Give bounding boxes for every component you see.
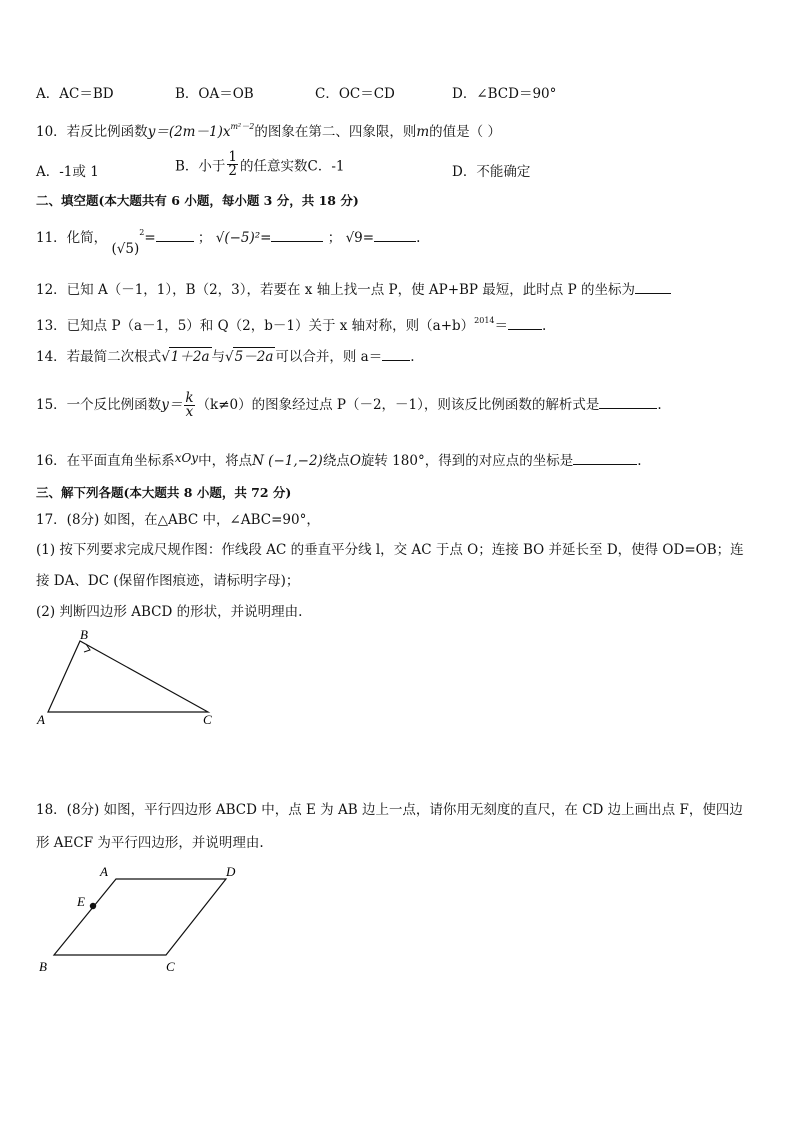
label-c: C: [203, 712, 212, 727]
right-angle-mark: [84, 644, 90, 652]
q9-option-d: D．∠BCD＝90°: [452, 86, 557, 102]
q13: 13．已知点 P（a－1，5）和 Q（2，b－1）关于 x 轴对称，则$(a+b)^{2014}=$ .: [36, 316, 547, 334]
q13-blank[interactable]: [508, 317, 542, 330]
q15-blank[interactable]: [599, 396, 657, 409]
q18-line-2: 形 AECF 为平行四边形，并说明理由.: [36, 835, 264, 851]
q9-option-a: A．AC＝BD: [36, 86, 114, 102]
q18-line-1: 18．(8分) 如图，平行四边形 ABCD 中，点 E 为 AB 边上一点，请你用无刻度的直尺，在 CD 边上画出点 F，使四边: [36, 802, 743, 818]
parallelogram-figure: [30, 860, 260, 980]
q15: 15．一个反比例函数y＝ $\frac{k}{x}$ （k≠0）的图象经过点 P（－2，－1），则该反比例函数的解析式是 .: [36, 390, 662, 420]
fraction-k-over-x: $\frac{k}{x}$: [185, 390, 194, 420]
q12: 12．已知 A（－1，1），B（2，3），若要在 x 轴上找一点 P，使 AP+BP 最短，此时点 P 的坐标为: [36, 281, 671, 299]
q17-line-1: 17．(8分) 如图，在△ABC 中，∠ABC=90°，: [36, 512, 320, 528]
triangle-figure: [30, 625, 230, 735]
q10-option-b: B．小于 $\frac{1}{2}$ 的任意实数C．-1: [175, 149, 345, 179]
q11-blank-3[interactable]: [374, 229, 416, 242]
label-a: A: [37, 712, 45, 727]
point-e: [90, 903, 96, 909]
q9-option-b: B．OA＝OB: [175, 86, 254, 102]
q10-option-a: A．-1或 1: [36, 164, 99, 180]
label-c: C: [166, 959, 175, 974]
section-3-heading: 三、解下列各题(本大题共 8 小题，共 72 分): [36, 485, 292, 500]
q11-blank-2[interactable]: [271, 229, 323, 242]
q10-option-d: D．不能确定: [452, 164, 531, 180]
fraction-half: $\frac{1}{2}$: [228, 149, 238, 179]
q11-blank-1[interactable]: [156, 229, 194, 242]
triangle-abc: [48, 641, 208, 712]
label-b: B: [80, 627, 88, 642]
q14-blank[interactable]: [382, 348, 410, 361]
label-d: D: [226, 864, 236, 879]
label-a: A: [100, 864, 108, 879]
q11: 11．化简， $(√5)^2=$ ； √(−5)²= ； √9= .: [36, 228, 421, 257]
parallelogram-abcd: [54, 879, 226, 955]
q12-blank[interactable]: [635, 281, 671, 294]
q17-line-4: (2) 判断四边形 ABCD 的形状，并说明理由.: [36, 604, 303, 620]
label-e: E: [77, 894, 85, 909]
q17-line-2: (1) 按下列要求完成尺规作图：作线段 AC 的垂直平分线 l，交 AC 于点 O；连接 BO 并延长至 D，使得 OD=OB；连: [36, 542, 744, 558]
label-b: B: [39, 959, 47, 974]
section-2-heading: 二、填空题(本大题共有 6 小题，每小题 3 分，共 18 分): [36, 193, 359, 208]
q10-stem: 10．若反比例函数$y=(2m-1)x^{m^2-2}$的图象在第二、四象限，则m的值是（ ）: [36, 122, 501, 140]
q14: 14．若最简二次根式√1＋2a 与√5－2a 可以合并，则 a＝ .: [36, 349, 415, 365]
q16: 16．在平面直角坐标系xOy中，将点N (−1,−2)绕点O旋转 180°，得到的对应点的坐标是 .: [36, 451, 642, 469]
q16-blank[interactable]: [573, 452, 637, 465]
q17-line-3: 接 DA、DC (保留作图痕迹，请标明字母)；: [36, 573, 300, 589]
q9-option-c: C．OC＝CD: [315, 86, 395, 102]
